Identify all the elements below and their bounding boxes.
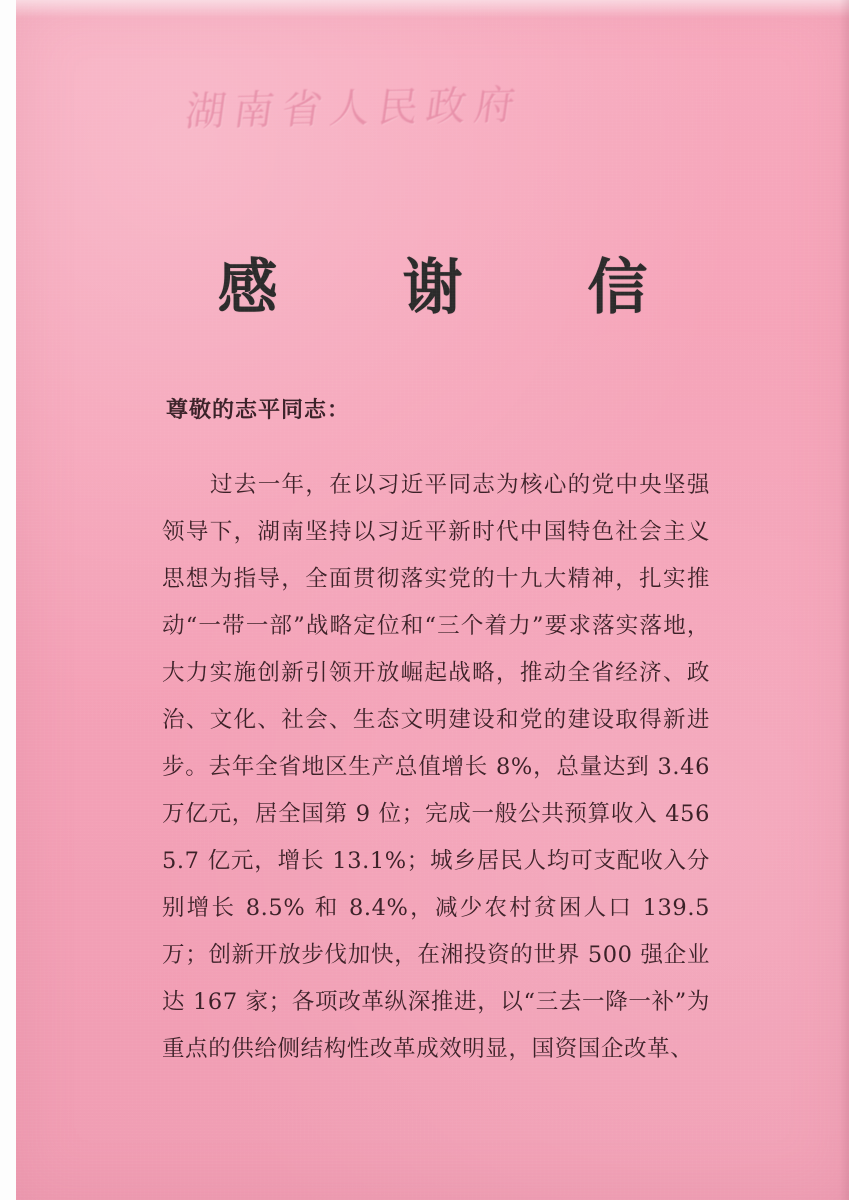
- salutation: 尊敬的志平同志：: [166, 397, 351, 423]
- letter-sheet: [16, 0, 849, 1200]
- letter-body-paragraph: 过去一年，在以习近平同志为核心的党中央坚强领导下，湖南坚持以习近平新时代中国特色社会主义思想为指导，全面贯彻落实党的十九大精神，扎实推动“一带一部”战略定位和“三个着力”要求落实落地，大力实施创新引领开放崛起战略，推动全省经济、政治、文化、社会、生态文明建设和党的建设取得新进步。去年全省地区生产总值增长 8%，总量达到 3.46 万亿元，居全国第 9 位；完成一般公共预算收入 4565.7 亿元，增长 13.1%；城乡居民人均可支配收入分别增长 8.5% 和 8.4%，减少农村贫困人口 139.5 万；创新开放步伐加快，在湘投资的世界 500 强企业达 167 家；各项改革纵深推进，以“三去一降一补”为重点的供给侧结构性改革成效明显，国资国企改革、: [162, 472, 710, 1062]
- letterhead-calligraphy: 湖南省人民政府: [182, 82, 526, 136]
- scanner-white-margin: [0, 0, 16, 1200]
- page-title: 感 谢 信: [217, 253, 700, 323]
